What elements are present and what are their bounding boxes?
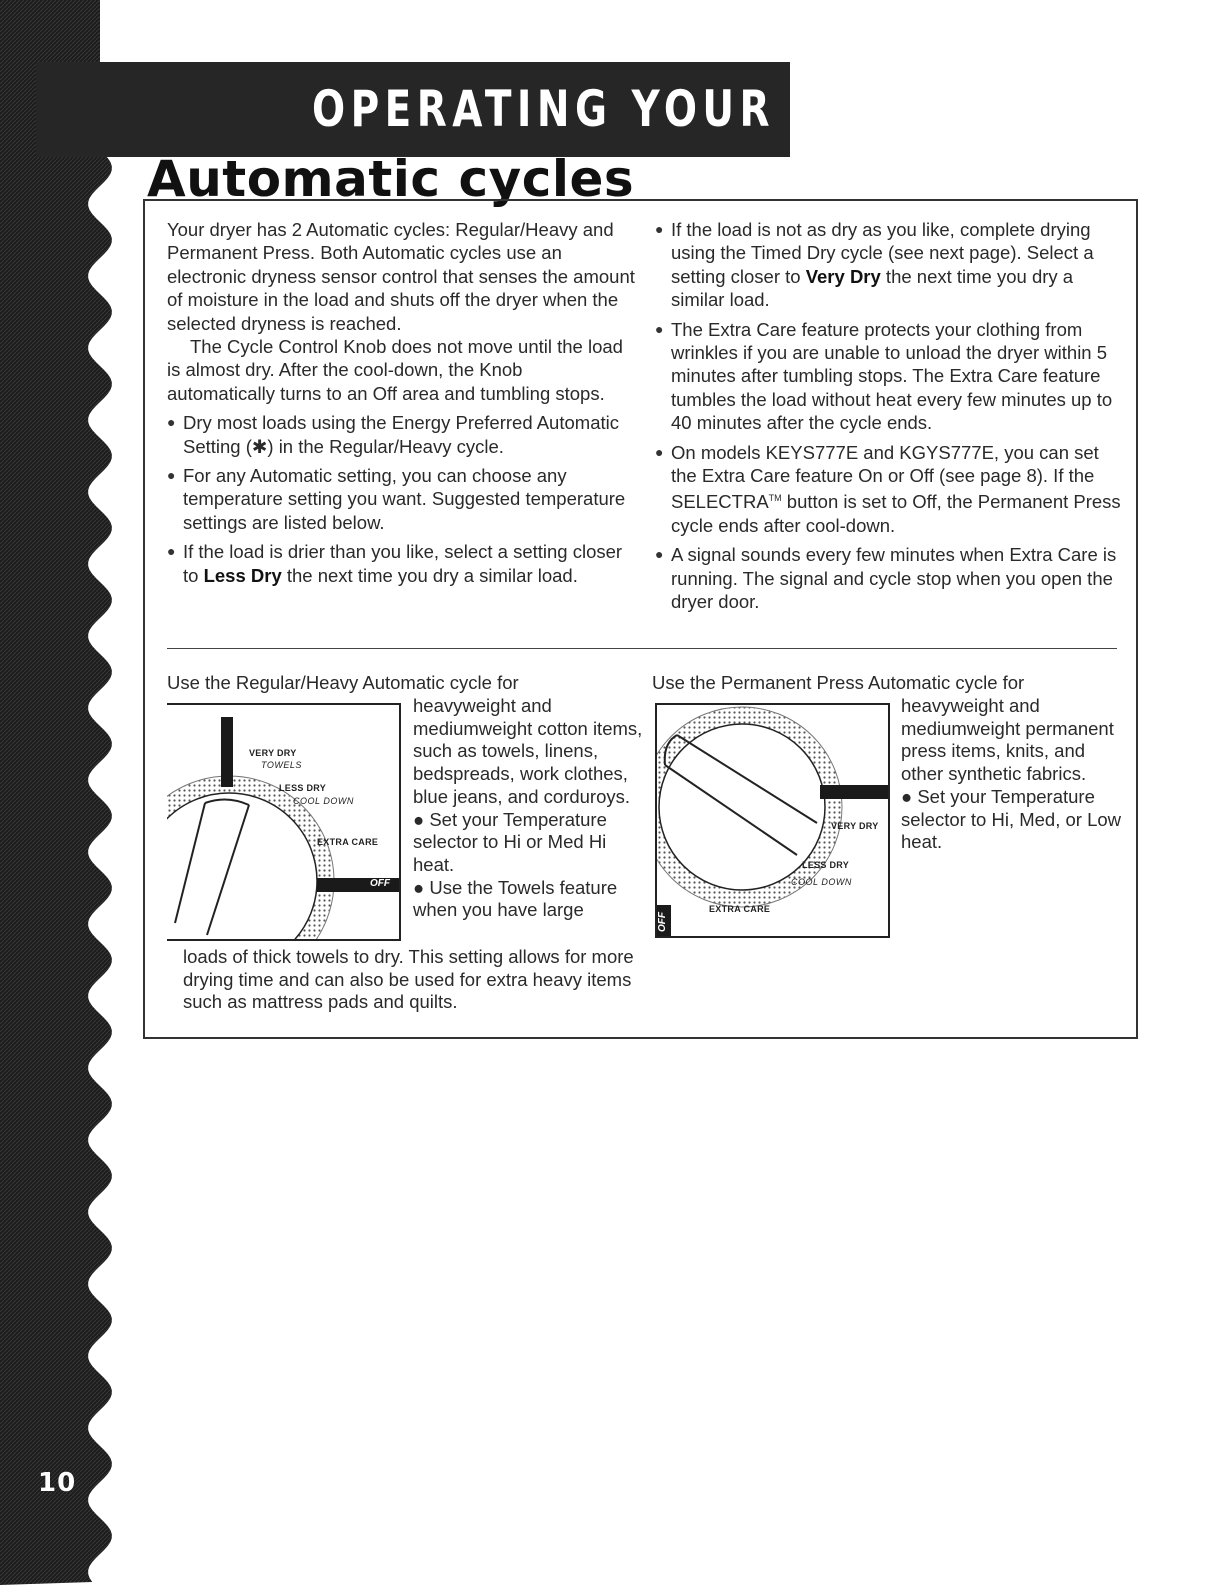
list-item: ● If the load is not as dry as you like, complete drying using the Timed Dry cycle (see next page). Select a setting closer to Very Dry the next time you dry a similar load. — [655, 219, 1094, 311]
list-item: ● Dry most loads using the Energy Preferred Automatic Setting (✱) in the Regular/Heavy cycle. — [167, 412, 619, 457]
dial-label-very-dry: VERY DRY — [249, 748, 297, 758]
permanent-press-body: heavyweight and mediumweight permanent press items, knits, and other synthetic fabrics. ● Set your Temperature selector to Hi, Med, or Low heat. — [901, 695, 1122, 853]
bullet-icon: ● — [413, 808, 430, 830]
dial-label-less-dry: LESS DRY — [279, 783, 327, 793]
dial-label-less-dry: LESS DRY — [802, 860, 850, 870]
left-text-column — [167, 218, 635, 587]
list-item: ● If the load is drier than you like, select a setting closer to Less Dry the next time you dry a similar load. — [167, 541, 623, 586]
intro-paragraph: Your dryer has 2 Automatic cycles: Regular/Heavy and Permanent Press. Both Automatic cycles use an electronic dryness sensor control that senses the amount of moisture in the load and shuts off the dryer when the selected dryness is reached. — [167, 219, 635, 334]
page-number: 10 — [38, 1468, 77, 1498]
right-text-column — [655, 218, 1125, 614]
dial-off-badge: OFF — [367, 878, 393, 889]
page-heading: Automatic cycles — [147, 150, 635, 208]
left-decorative-band — [0, 0, 115, 1585]
list-item: ● The Extra Care feature protects your clothing from wrinkles if you are unable to unload the dryer within 5 minutes after tumbling stops. The Extra Care feature tumbles the load without heat every few minutes up to 40 minutes after the cycle ends. — [655, 318, 1113, 434]
list-item: ● For any Automatic setting, you can choose any temperature setting you want. Suggested temperature settings are listed below. — [167, 465, 626, 533]
regular-heavy-dial-illustration — [167, 703, 401, 941]
dial-label-cool-down: COOL DOWN — [791, 877, 852, 887]
dial-label-very-dry: VERY DRY — [831, 821, 879, 831]
dial-label-extra-care: EXTRA CARE — [317, 837, 379, 847]
bullet-icon: ● — [655, 546, 664, 563]
bullet-icon: ● — [655, 221, 664, 237]
dial-off-badge: OFF — [657, 912, 668, 932]
bullet-icon: ● — [901, 785, 918, 807]
dial-label-extra-care: EXTRA CARE — [709, 904, 771, 914]
bullet-icon: ● — [167, 543, 176, 560]
bullet-icon: ● — [655, 320, 664, 337]
list-item: ● On models KEYS777E and KGYS777E, you can set the Extra Care feature On or Off (see page 8). If the SELECTRA™ button is set to Off, the Permanent Press cycle ends after cool-down. — [655, 441, 1121, 537]
banner-title: OPERATING YOUR DRYER — [312, 80, 967, 138]
bullet-icon: ● — [167, 467, 176, 484]
dial-label-towels: TOWELS — [261, 760, 302, 770]
permanent-press-intro: Use the Permanent Press Automatic cycle for — [652, 672, 1025, 693]
control-knob-icon — [167, 703, 401, 941]
regular-heavy-intro: Use the Regular/Heavy Automatic cycle for — [167, 672, 519, 693]
bullet-icon: ● — [413, 876, 430, 898]
section-divider — [167, 648, 1117, 649]
bullet-icon: ● — [655, 443, 664, 460]
permanent-press-dial-illustration — [655, 703, 890, 938]
list-item: ● A signal sounds every few minutes when Extra Care is running. The signal and cycle stop when you open the dryer door. — [655, 544, 1117, 613]
regular-heavy-tail: loads of thick towels to dry. This setting allows for more drying time and can also be used for extra heavy items such as mattress pads and quilts. — [183, 946, 634, 1013]
bullet-icon: ● — [167, 414, 176, 431]
dial-label-cool-down: COOL DOWN — [293, 796, 354, 806]
knob-paragraph: The Cycle Control Knob does not move until the load is almost dry. After the cool-down, the Knob automatically turns to an Off area and tumbling stops. — [167, 336, 623, 404]
regular-heavy-body: heavyweight and mediumweight cotton items, such as towels, linens, bedspreads, work clothes, blue jeans, and corduroys. ● Set your Temperature selector to Hi or Med Hi heat. ● Use the Towels feature when you have large — [413, 695, 643, 921]
